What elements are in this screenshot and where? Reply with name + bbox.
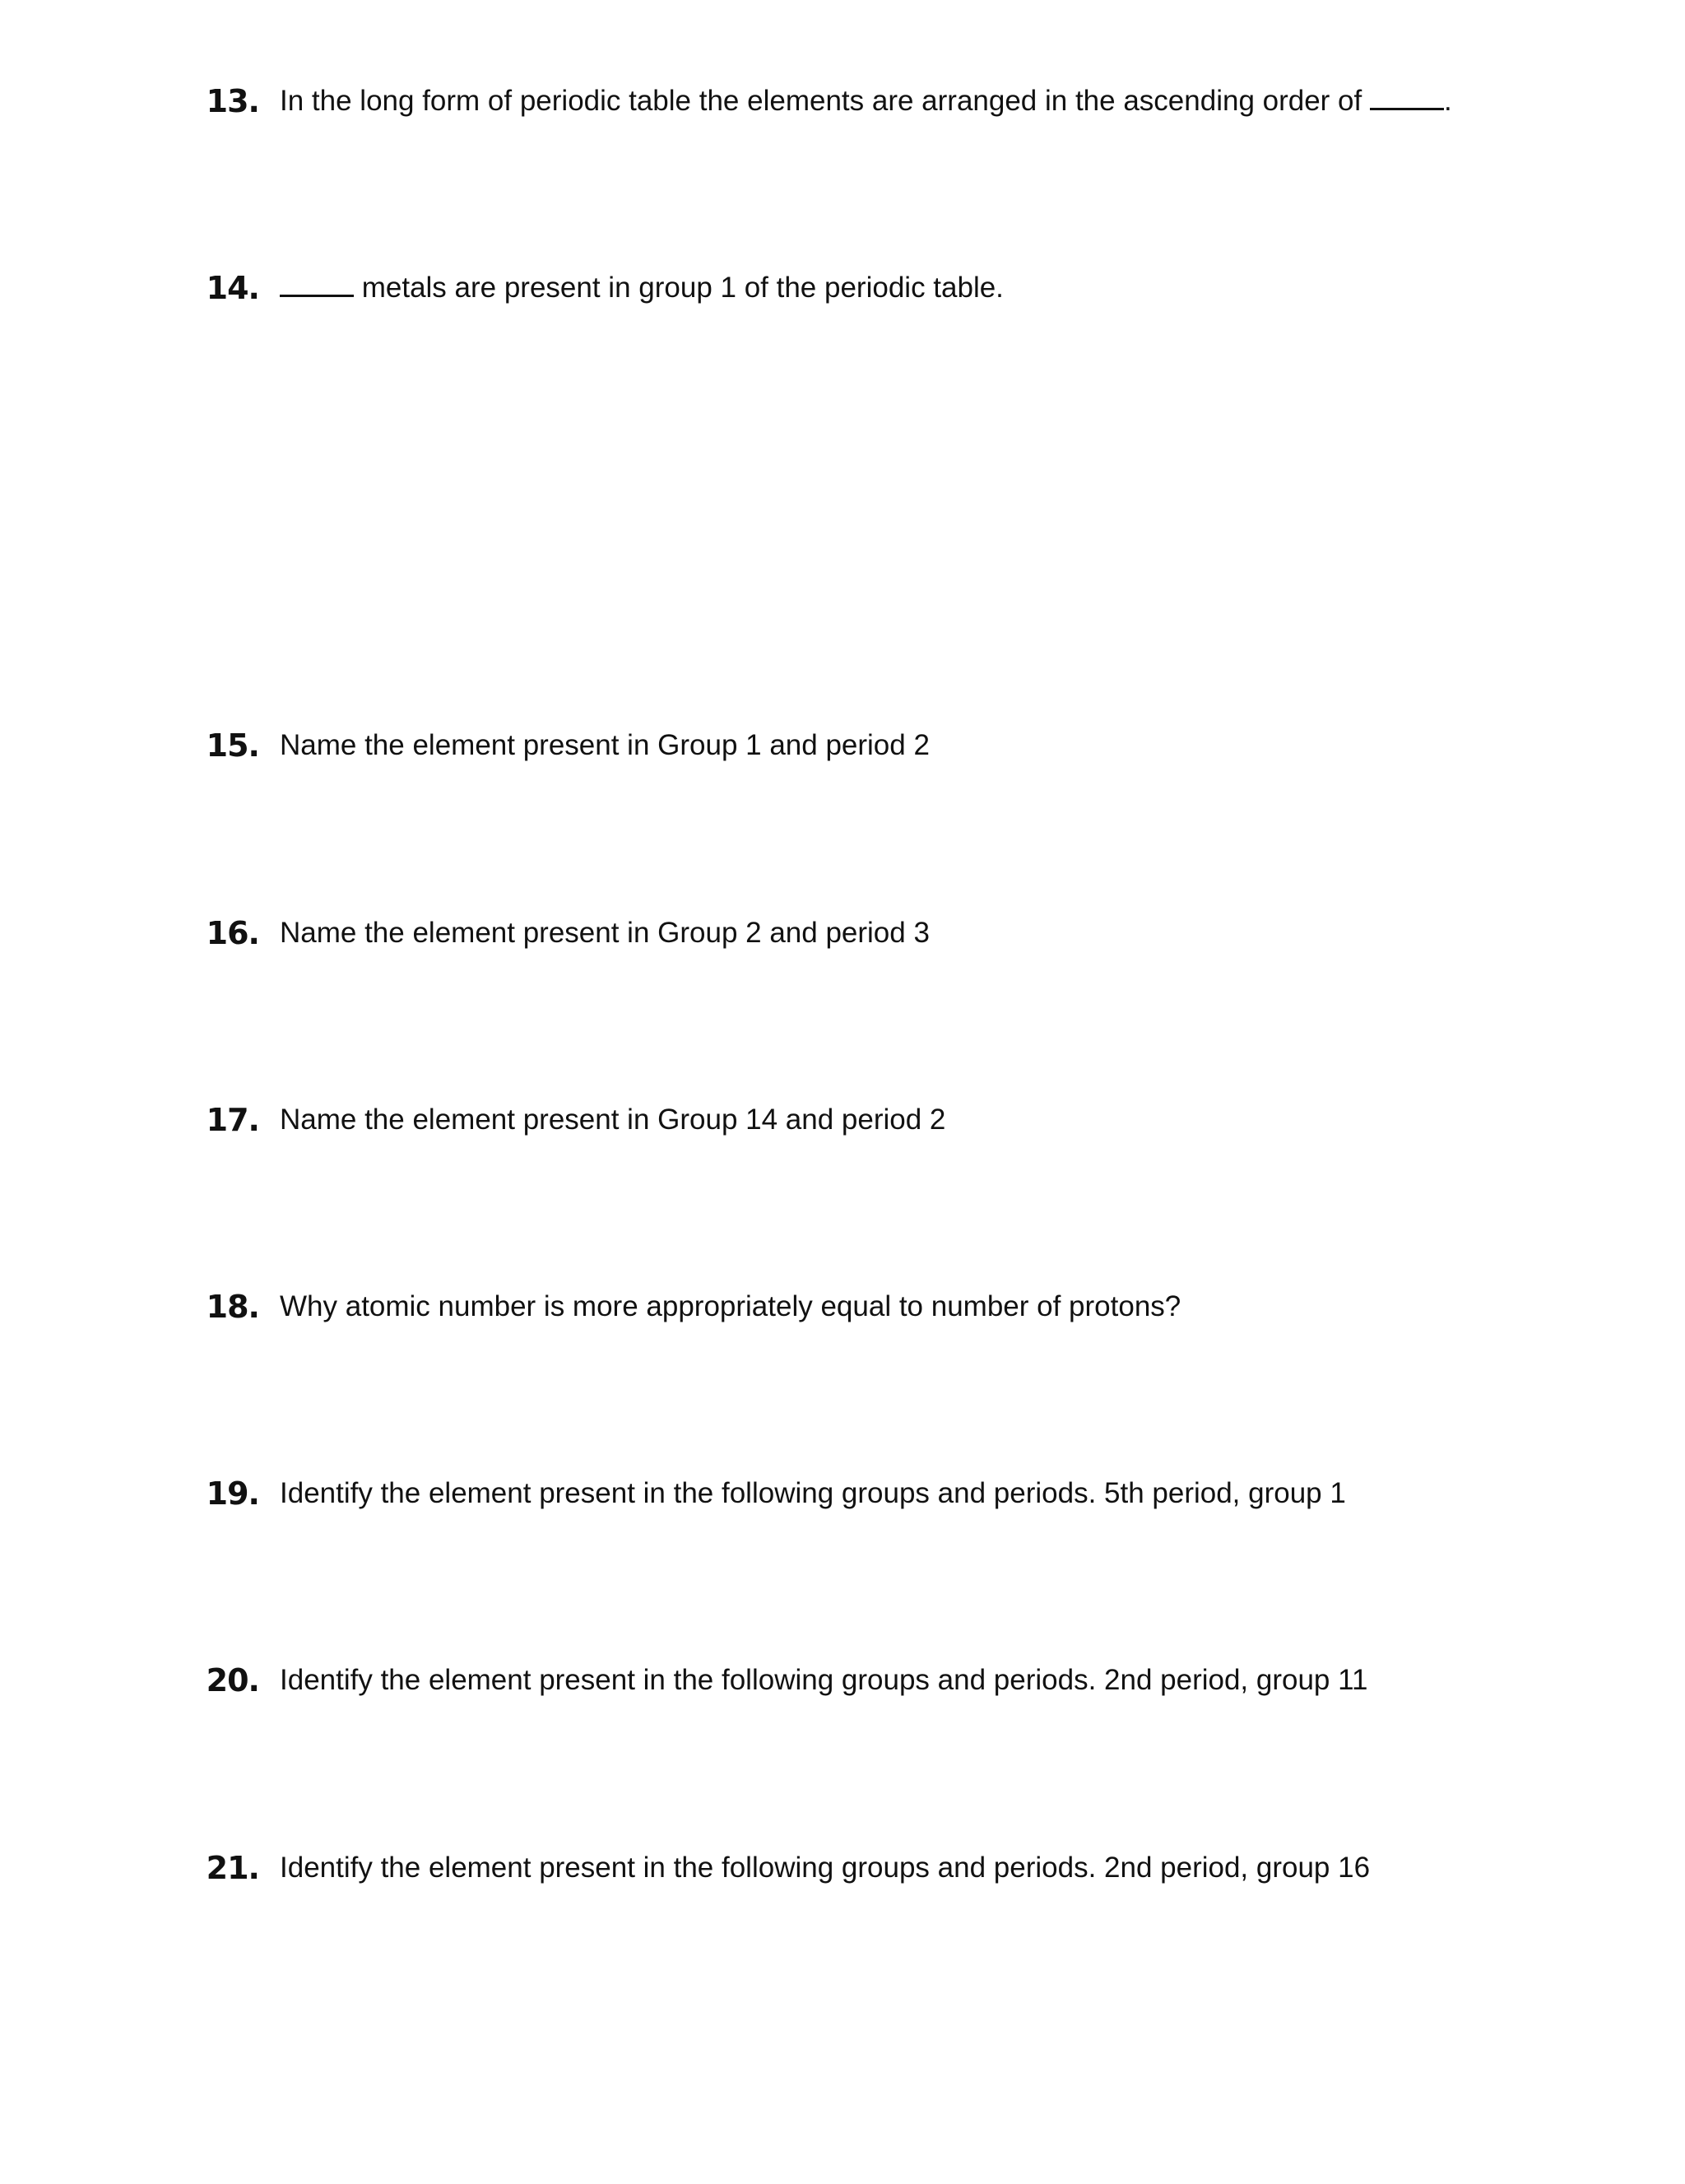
question-text: Name the element present in Group 1 and period 2 (280, 729, 930, 761)
question-17 (0, 1095, 1685, 1145)
question-number: 14. (206, 270, 259, 306)
question-16 (0, 908, 1685, 958)
question-19 (0, 1469, 1685, 1518)
question-13 (0, 77, 1685, 126)
question-15 (0, 721, 1685, 770)
question-number: 21. (206, 1850, 259, 1886)
question-14 (0, 263, 1685, 313)
question-text (280, 263, 1004, 313)
question-21 (0, 1843, 1685, 1893)
question-text: Why atomic number is more appropriately equal to number of protons? (280, 1290, 1181, 1322)
question-text-after: metals are present in group 1 of the periodic table. (354, 272, 1004, 304)
question-text (280, 77, 1452, 126)
question-text: Name the element present in Group 2 and period 3 (280, 917, 930, 949)
question-text: Identify the element present in the following groups and periods. 2nd period, group 11 (280, 1664, 1368, 1696)
question-text-after: . (1443, 85, 1452, 117)
question-number: 20. (206, 1662, 259, 1698)
question-text: Name the element present in Group 14 and period 2 (280, 1104, 946, 1136)
question-number: 13. (206, 83, 259, 119)
answer-blank[interactable] (1370, 80, 1444, 110)
question-text-before: In the long form of periodic table the elements are arranged in the ascending order of (280, 85, 1370, 117)
question-text: Identify the element present in the following groups and periods. 2nd period, group 16 (280, 1852, 1371, 1884)
question-number: 19. (206, 1475, 259, 1512)
question-number: 15. (206, 727, 259, 764)
question-number: 16. (206, 915, 259, 951)
question-number: 18. (206, 1289, 259, 1325)
answer-blank[interactable] (280, 267, 354, 297)
question-text: Identify the element present in the following groups and periods. 5th period, group 1 (280, 1477, 1346, 1509)
question-number: 17. (206, 1102, 259, 1138)
question-20 (0, 1656, 1685, 1705)
question-18 (0, 1282, 1685, 1331)
